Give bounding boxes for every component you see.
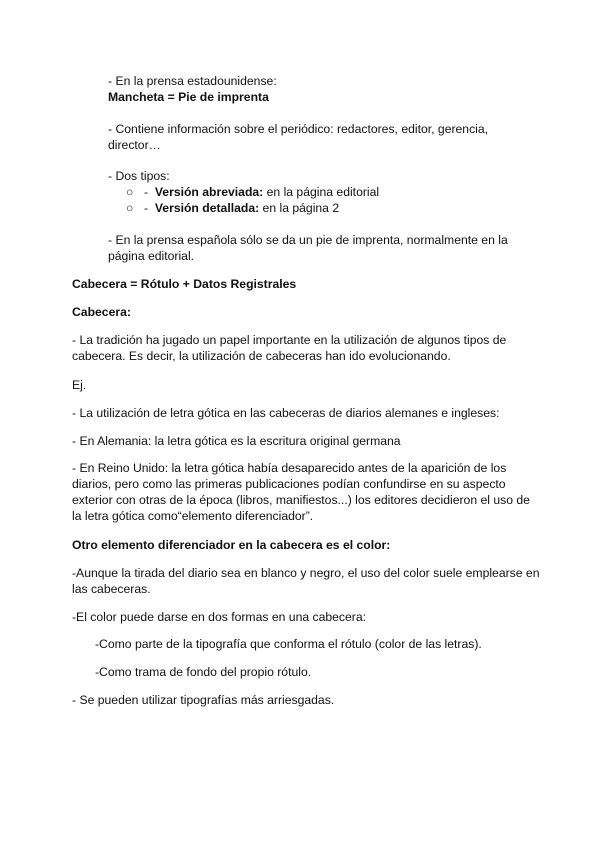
paragraph-forma-trama: -Como trama de fondo del propio rótulo.	[95, 665, 312, 679]
list-item-prensa-estadounidense: - En la prensa estadounidense:	[108, 74, 277, 88]
subitem-text: en la página 2	[259, 201, 340, 215]
list-item-dos-tipos: - Dos tipos:	[108, 169, 170, 183]
paragraph-forma-tipografia: -Como parte de la tipografía que conforma el rótulo (color de las letras).	[95, 637, 482, 651]
paragraph-ej: Ej.	[72, 378, 87, 392]
subitem-dash: -	[144, 201, 149, 215]
heading-color: Otro elemento diferenciador en la cabecera es el color:	[72, 538, 391, 552]
paragraph-tradicion: - La tradición ha jugado un papel importante en la utilización de algunos tipos de cabecera. Es decir, la utilización de cabeceras han ido evolucionando.	[72, 333, 507, 363]
list-item-contiene-informacion: - Contiene información sobre el periódico: redactores, editor, gerencia, director…	[108, 122, 489, 152]
paragraph-tirada: -Aunque la tirada del diario sea en blanco y negro, el uso del color suele emplearse en las cabeceras.	[72, 566, 540, 596]
heading-cabecera-formula: Cabecera = Rótulo + Datos Registrales	[72, 277, 297, 291]
subitem-dash: -	[144, 185, 149, 199]
subitem-version-abreviada	[126, 184, 526, 200]
subitem-bold-label: Versión abreviada:	[154, 185, 264, 199]
mancheta-definition: Mancheta = Pie de imprenta	[108, 90, 269, 104]
paragraph-letra-gotica: - La utilización de letra gótica en las cabeceras de diarios alemanes e ingleses:	[72, 406, 500, 420]
circle-bullet-icon: ○	[126, 185, 134, 199]
list-item-prensa-espanola: - En la prensa española sólo se da un pie de imprenta, normalmente en la página editorial.	[108, 233, 508, 263]
subitem-text: en la página editorial	[263, 185, 380, 199]
paragraph-alemania: - En Alemania: la letra gótica es la escritura original germana	[72, 434, 401, 448]
circle-bullet-icon: ○	[126, 201, 134, 215]
paragraph-tipografias: - Se pueden utilizar tipografías más arriesgadas.	[72, 693, 335, 707]
subitem-bold-label: Versión detallada:	[154, 201, 260, 215]
heading-cabecera: Cabecera:	[72, 305, 131, 319]
paragraph-reino-unido: - En Reino Unido: la letra gótica había desaparecido antes de la aparición de los diarios, pero como las primeras publicaciones podían confundirse en su aspecto exterior con otras de la época (libros, manifiestos...) los editores decidieron el uso de la letra gótica como“elemento diferenciador”.	[72, 461, 530, 523]
subitem-version-detallada	[126, 200, 526, 216]
paragraph-formas: -El color puede darse en dos formas en una cabecera:	[72, 610, 367, 624]
